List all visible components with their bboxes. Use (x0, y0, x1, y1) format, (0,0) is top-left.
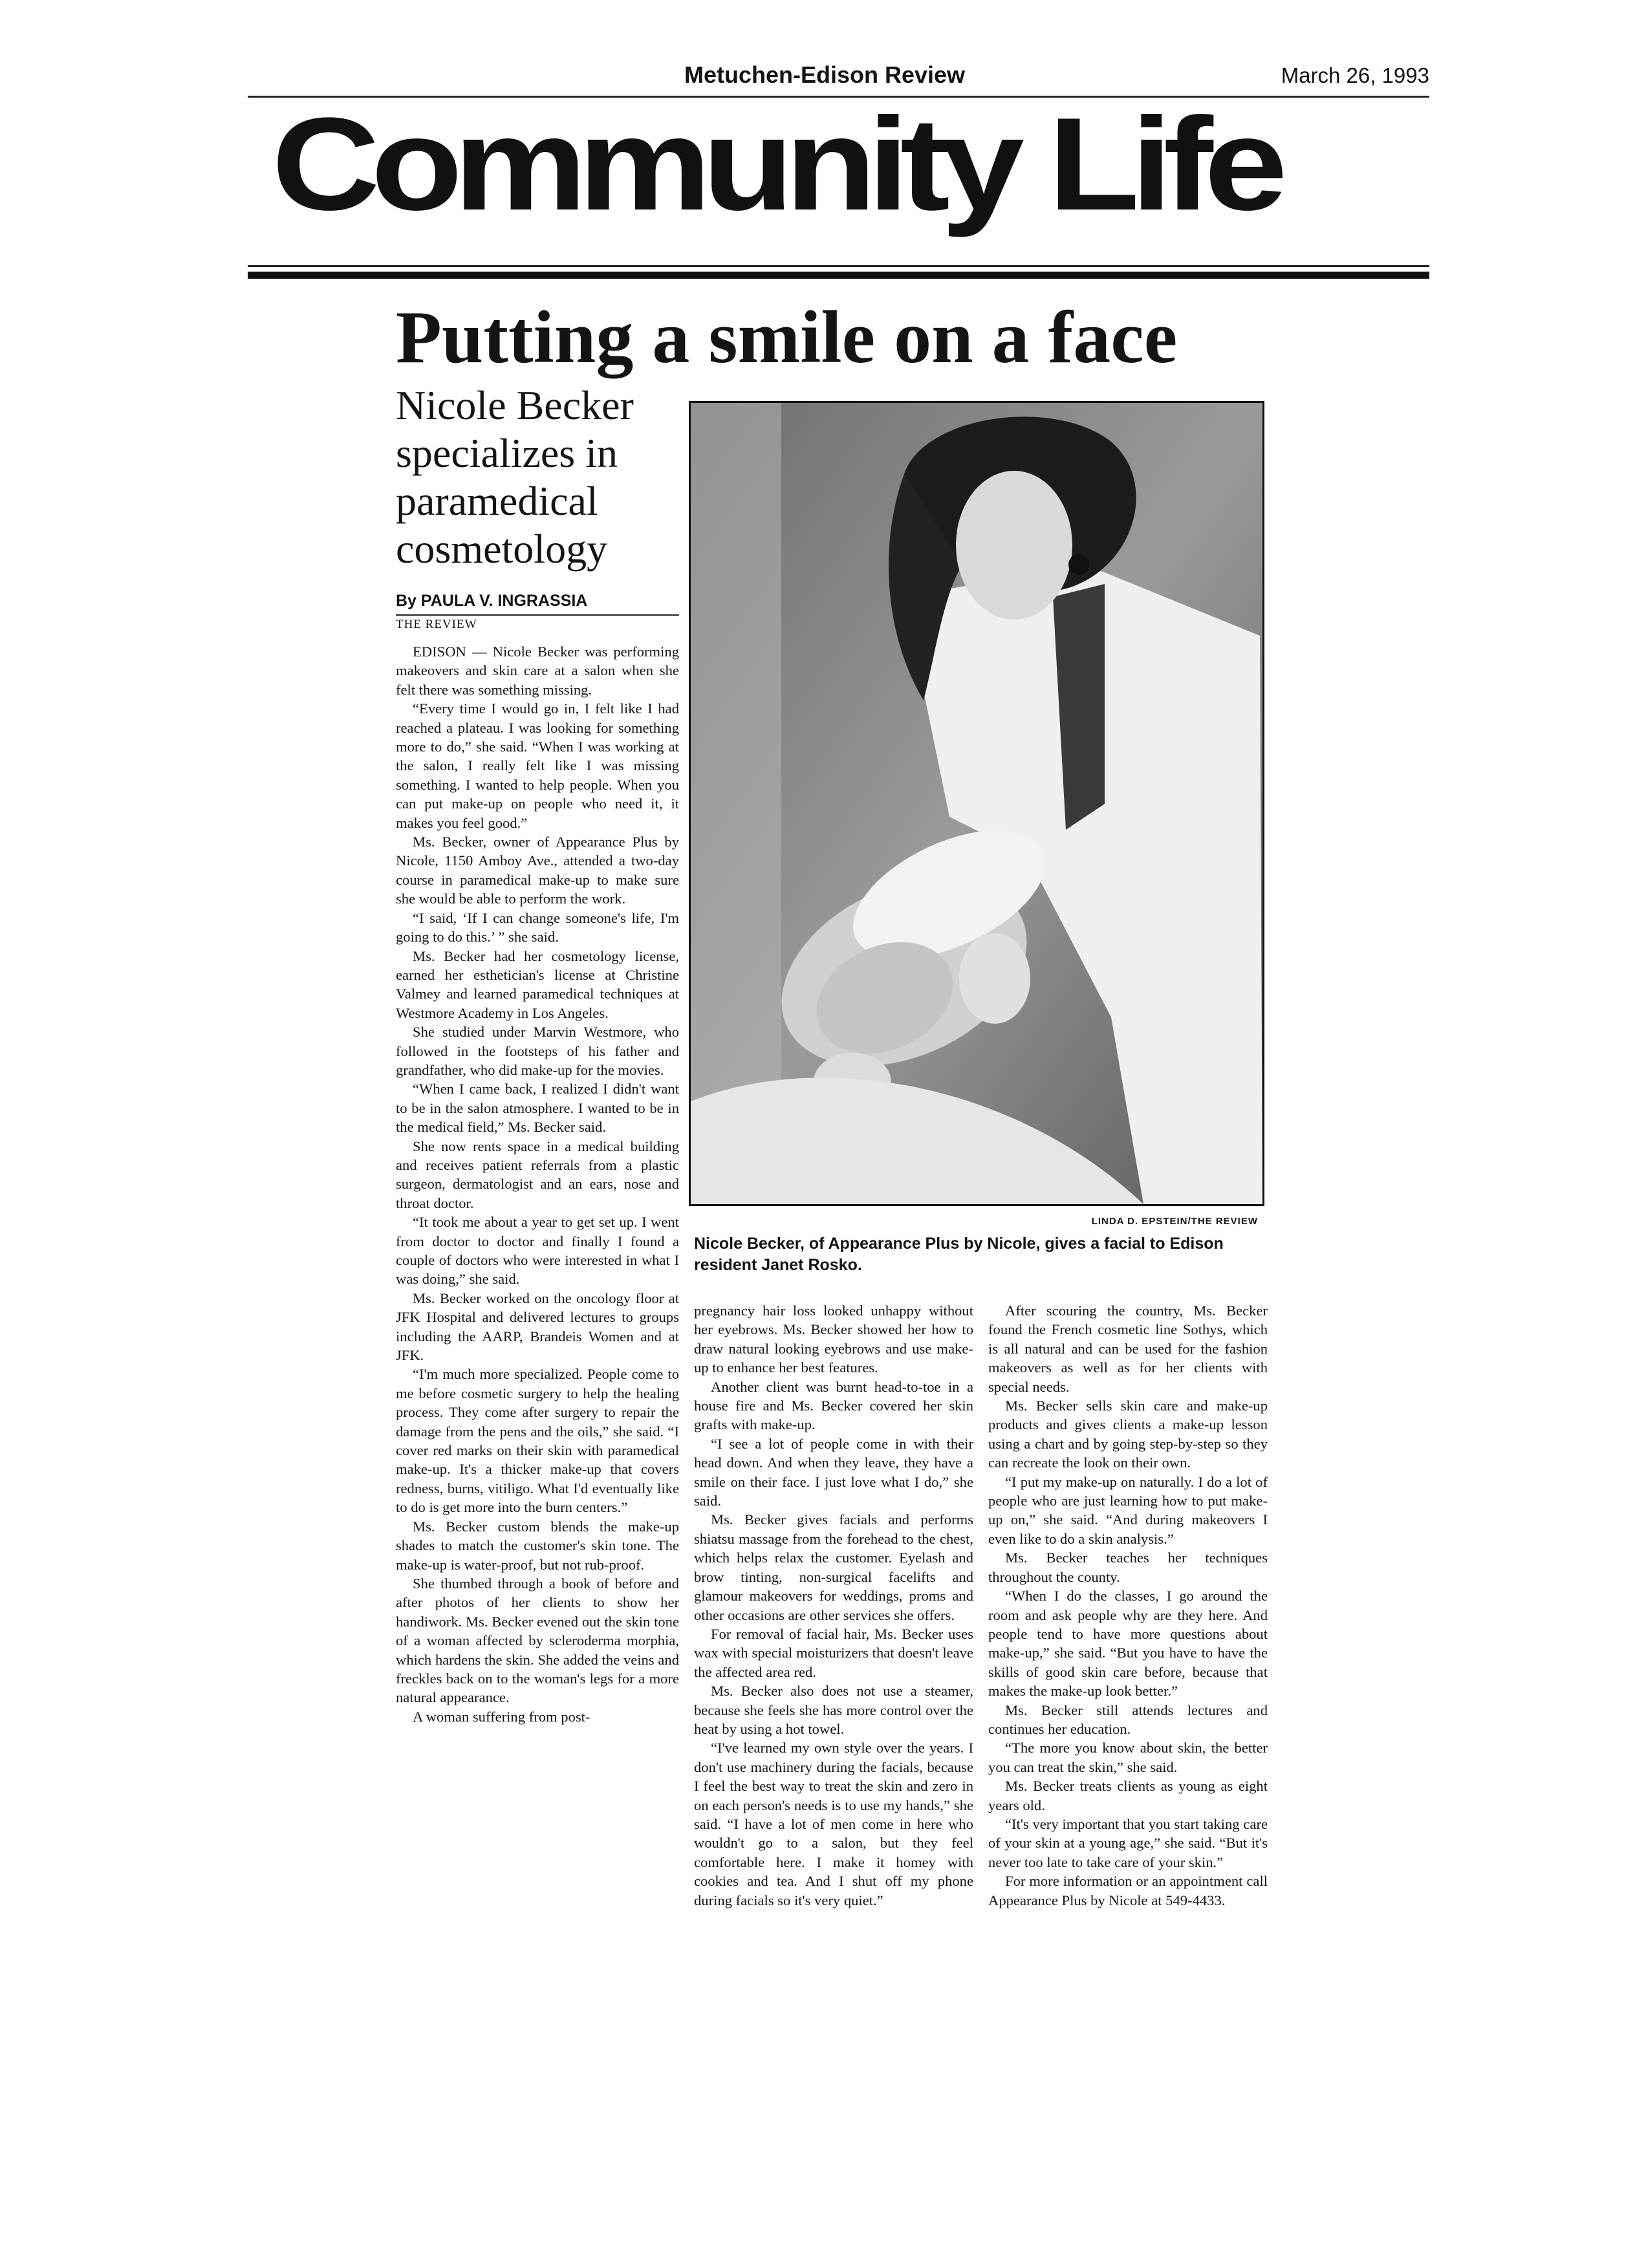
paragraph: Ms. Becker, owner of Appearance Plus by Nicole, 1150 Amboy Ave., attended a two-day course in paramedical make-up to make sure she would be able to perform the work. (396, 834, 679, 907)
paragraph: “I put my make-up on naturally. I do a lot of people who are just learning how to put make-up on,” she said. “And during makeovers I even like to do a skin analysis.” (988, 1473, 1268, 1547)
paragraph: “It took me about a year to get set up. I went from doctor to doctor and finally I found a couple of doctors who were interested in what I was doing,” she said. (396, 1214, 679, 1288)
paragraph: After scouring the country, Ms. Becker found the French cosmetic line Sothys, which is all natural and can be used for the fashion makeovers as well as for her clients with special needs. (988, 1302, 1268, 1395)
paragraph: She studied under Marvin Westmore, who followed in the footsteps of his father and grandfather, who did make-up for the movies. (396, 1024, 679, 1078)
paragraph: “The more you know about skin, the better you can treat the skin,” she said. (988, 1740, 1268, 1775)
article-deck: Nicole Becker specializes in paramedical cosmetology (396, 382, 634, 572)
paragraph: She thumbed through a book of before and after photos of her clients to show her handiwork. Ms. Becker evened out the skin tone of a woman affected by scleroderma morphia, which hardens the skin. She added the veins and freckles back on to the woman's legs for a more natural appearance. (396, 1575, 679, 1706)
newspaper-name: Metuchen-Edison Review (684, 61, 966, 88)
paragraph: “When I came back, I realized I didn't want to be in the salon atmosphere. I wanted to be in the medical field,” Ms. Becker said. (396, 1081, 679, 1136)
paragraph: Another client was burnt head-to-toe in a house fire and Ms. Becker covered her skin grafts with make-up. (694, 1378, 973, 1433)
paragraph: “I see a lot of people come in with their head down. And when they leave, they have a smile on their face. I just love what I do,” she said. (694, 1435, 973, 1509)
section-title: Community Life (272, 91, 1279, 238)
paragraph: Ms. Becker also does not use a steamer, because she feels she has more control over the heat by using a hot towel. (694, 1683, 973, 1737)
paragraph: A woman suffering from post- (413, 1708, 590, 1725)
paragraph: Ms. Becker gives facials and performs shiatsu massage from the forehead to the chest, which helps relax the customer. Eyelash and brow tinting, non-surgical facelifts and glamour makeovers for weddings, proms and other occasions are other services she offers. (694, 1511, 973, 1623)
paragraph: EDISON — Nicole Becker was performing makeovers and skin care at a salon when she felt there was something missing. (396, 643, 679, 698)
photo-illustration (691, 403, 1262, 1204)
paragraph: “I'm much more specialized. People come to me before cosmetic surgery to help the healing process. They come after surgery to repair the damage from the pens and the oils,” she said. “I cover red marks on their skin with paramedical make-up. It's a thicker make-up that covers redness, burns, vitiligo. What I'd eventually like to do is get more into the burn centers.” (396, 1366, 679, 1516)
paragraph: Ms. Becker treats clients as young as eight years old. (988, 1778, 1268, 1813)
paragraph: pregnancy hair loss looked unhappy without her eyebrows. Ms. Becker showed her how to draw natural looking eyebrows and use make-up to enhance her best features. (694, 1302, 973, 1376)
article-headline: Putting a smile on a face (396, 296, 1178, 379)
paragraph: For more information or an appointment call Appearance Plus by Nicole at 549-4433. (988, 1873, 1268, 1908)
article-photo (689, 401, 1264, 1206)
paragraph: For removal of facial hair, Ms. Becker uses wax with special moisturizers that doesn't leave the affected area red. (694, 1625, 973, 1680)
byline: By PAULA V. INGRASSIA (396, 592, 588, 610)
paragraph: Ms. Becker sells skin care and make-up products and gives clients a make-up lesson using a chart and by going step-by-step so they can recreate the look on their own. (988, 1398, 1268, 1471)
section-rule-thick (248, 272, 1429, 279)
paragraph: Ms. Becker worked on the oncology floor at JFK Hospital and delivered lectures to groups including the AARP, Brandeis Women and at JFK. (396, 1290, 679, 1364)
photo-credit: LINDA D. EPSTEIN/THE REVIEW (1091, 1216, 1258, 1227)
paragraph: “When I do the classes, I go around the room and ask people why are they here. And people tend to have more questions about make-up,” she said. “But you have to have the skills of good skin care before, because that makes the make-up look better.” (988, 1588, 1268, 1700)
issue-date: March 26, 1993 (1281, 63, 1429, 87)
byline-rule (396, 614, 679, 616)
paragraph: “I said, ‘If I can change someone's life, I'm going to do this.’ ” she said. (396, 909, 679, 945)
byline-affiliation: THE REVIEW (396, 618, 477, 631)
paragraph: “It's very important that you start taking care of your skin at a young age,” she said. “But it's never too late to take care of your skin.” (988, 1815, 1268, 1870)
article-column-1 (396, 642, 679, 1726)
article-column-2 (694, 1301, 973, 1910)
section-rule-thin (248, 265, 1429, 267)
paragraph: Ms. Becker still attends lectures and continues her education. (988, 1701, 1268, 1737)
paragraph: “I've learned my own style over the years. I don't use machinery during the facials, because I feel the best way to treat the skin and zero in on each person's needs is to use my hands,” she said. “I have a lot of men come in here who wouldn't go to a salon, but they feel comfortable here. I make it homey with cookies and tea. And I shut off my phone during facials so it's very quiet.” (694, 1740, 973, 1908)
photo-caption: Nicole Becker, of Appearance Plus by Nicole, gives a facial to Edison resident Janet Rosko. (694, 1235, 1224, 1274)
article-column-3 (988, 1301, 1268, 1910)
paragraph: Ms. Becker custom blends the make-up shades to match the customer's skin tone. The make-up is water-proof, but not rub-proof. (396, 1518, 679, 1573)
paragraph: Ms. Becker had her cosmetology license, earned her esthetician's license at Christine Valmey and learned paramedical techniques at Westmore Academy in Los Angeles. (396, 947, 679, 1021)
paragraph: “Every time I would go in, I felt like I had reached a plateau. I was looking for something more to do,” she said. “When I was working at the salon, I really felt like I was missing something. I wanted to help people. When you can put make-up on people who need it, it makes you feel good.” (396, 700, 679, 831)
paragraph: Ms. Becker teaches her techniques throughout the county. (988, 1550, 1268, 1585)
paragraph: She now rents space in a medical building and receives patient referrals from a plastic surgeon, dermatologist and an ears, nose and throat doctor. (396, 1138, 679, 1211)
